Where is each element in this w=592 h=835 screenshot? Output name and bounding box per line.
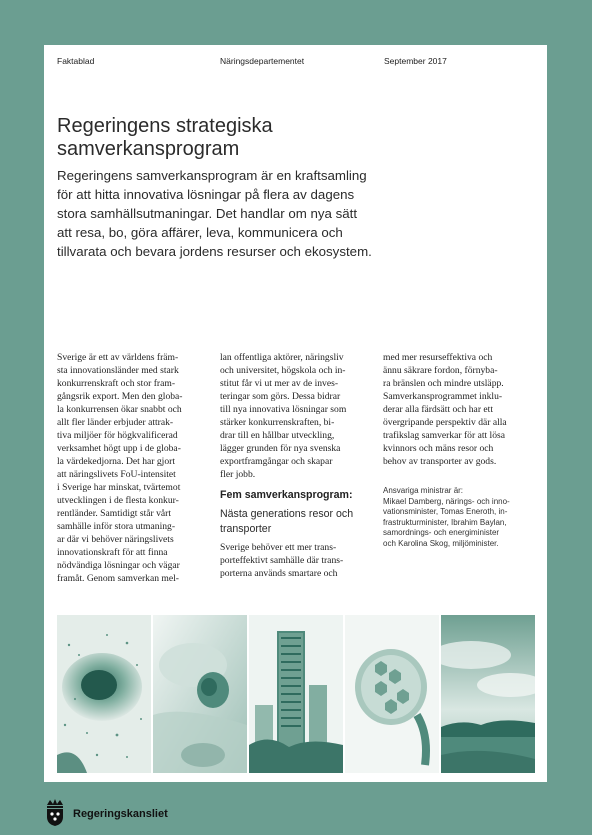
header-date: September 2017 [384, 56, 447, 66]
body-line: derar alla färdsätt och har ett [383, 404, 494, 415]
body-line: framåt. Genom samverkan mel- [57, 573, 180, 584]
header-doc-type: Faktablad [57, 56, 95, 66]
body-line: Sverige behöver ett mer trans- [220, 542, 337, 553]
body-line: nödvändiga lösningar och vägar [57, 560, 180, 571]
body-line: rentländer. Samtidigt står vårt [57, 508, 172, 519]
body-column-2 [220, 351, 372, 580]
lead-line: för att hitta innovativa lösningar på flera av dagens [57, 187, 355, 202]
lead-line: stora samhällsutmaningar. Det handlar om nya sätt [57, 206, 358, 221]
body-line: la konkurrensen ökar snabbt och [57, 404, 182, 415]
helmet-hexagon-photo [345, 615, 439, 773]
lead-line: att resa, bo, göra affärer, leva, kommunicera och [57, 225, 343, 240]
program-subheading-line: Nästa generations resor och [220, 508, 354, 520]
body-line: lan offentliga aktörer, näringsliv [220, 352, 344, 363]
landscape-sky-photo [441, 615, 535, 773]
brand-name: Regeringskansliet [73, 808, 168, 820]
body-line: lägger grunden för nya svenska [220, 443, 341, 454]
body-line: behov av transporter av gods. [383, 456, 497, 467]
body-line: Samverkansprogrammet inklu- [383, 391, 503, 402]
body-line: tiva miljöer för högkvalificerad [57, 430, 178, 441]
title-line: samverkansprogram [57, 138, 240, 160]
header-department: Näringsdepartementet [220, 56, 305, 66]
body-line: samhälle inför stora utmaning- [57, 521, 176, 532]
body-line: med mer resurseffektiva och [383, 352, 493, 363]
photo-strip [57, 615, 535, 773]
body-line: övergripande perspektiv där alla [383, 417, 507, 428]
body-line: fler jobb. [220, 469, 256, 480]
body-column-1 [57, 351, 209, 585]
document-page [44, 45, 547, 782]
body-line: gångsrik export. Men den globa- [57, 391, 183, 402]
lead-line: Regeringens samverkansprogram är en kraftsamling [57, 168, 367, 183]
body-line: porterna används smartare och [220, 568, 338, 579]
body-line: drar till en hållbar utveckling, [220, 430, 335, 441]
body-column-3 [383, 351, 535, 468]
body-line: trafikslag samverkar för att lösa [383, 430, 506, 441]
body-line: ännu säkrare fordon, förnyba- [383, 365, 498, 376]
lead-line: tillvarata och bevara jordens resurser och ekosystem. [57, 244, 372, 259]
body-line: till nya innovativa lösningar som [220, 404, 347, 415]
body-line: kvinnors och mäns resor och [383, 443, 494, 454]
ministers-line: vationsminister, Tomas Eneroth, in- [383, 507, 508, 517]
section-heading: Fem samverkansprogram: [220, 489, 353, 501]
body-line: konkurrenskraft och stor fram- [57, 378, 176, 389]
ministers-line: frastrukturminister, Ibrahim Baylan, [383, 517, 507, 527]
lead-paragraph [57, 166, 395, 261]
body-line: porteffektivt samhälle där trans- [220, 555, 344, 566]
body-line: stitut får vi ut mer av de inves- [220, 378, 339, 389]
particle-cloud-photo [57, 615, 151, 773]
body-line: stärker konkurrenskraften, bi- [220, 417, 335, 428]
program-subheading-line: transporter [220, 523, 272, 535]
ministers-line: samordnings- och energiminister [383, 528, 500, 538]
body-line: allt fler länder erbjuder attrak- [57, 417, 174, 428]
body-line: la värdekedjorna. Det har gjort [57, 456, 176, 467]
body-line: verksamhet högt upp i de globa- [57, 443, 181, 454]
ministers-line: Mikael Damberg, närings- och inno- [383, 496, 510, 506]
body-line: och universitet, högskola och in- [220, 365, 346, 376]
motion-blur-photo [153, 615, 247, 773]
footer-logo [44, 796, 168, 832]
title-line: Regeringens strategiska [57, 115, 273, 137]
body-line: exportframgångar och skapar [220, 456, 333, 467]
body-line: Sverige är ett av världens främ- [57, 352, 179, 363]
crown-emblem-icon [44, 797, 66, 832]
body-line: teringar som görs. Dessa bidrar [220, 391, 341, 402]
body-line: ar där vi behöver näringslivets [57, 534, 174, 545]
ministers-line: Ansvariga ministrar är: [383, 486, 464, 495]
page-title [57, 115, 457, 161]
apartment-tower-photo [249, 615, 343, 773]
body-line: i Sverige har minskat, tvärtemot [57, 482, 181, 493]
body-line: ra bränslen och mindre utsläpp. [383, 378, 504, 389]
body-line: innovationskraft för att finna [57, 547, 168, 558]
body-line: sta innovationsländer med stark [57, 365, 179, 376]
ministers-note [383, 486, 535, 550]
body-line: att näringslivets FoU-intensitet [57, 469, 176, 480]
ministers-line: och Karolina Skog, miljöminister. [383, 538, 499, 548]
body-line: utvecklingen i de flesta konkur- [57, 495, 179, 506]
